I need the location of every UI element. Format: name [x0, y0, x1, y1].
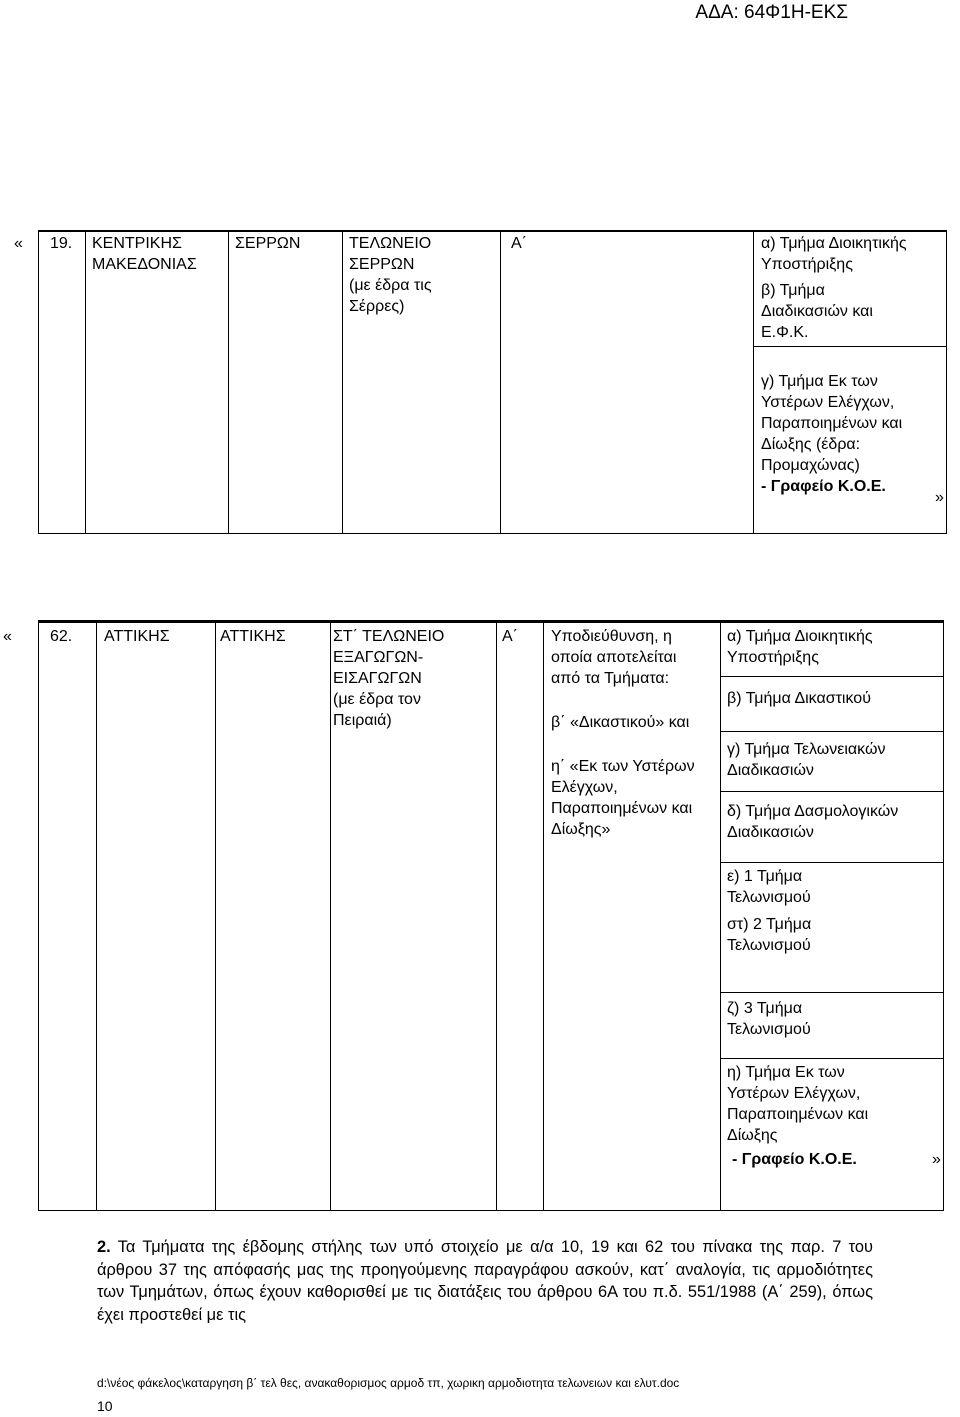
table1-dept-divider [753, 346, 946, 347]
row-number: 62. [50, 628, 73, 645]
dept-item: ζ) 3 Τμήμα Τελωνισμού [727, 1000, 811, 1038]
quote-close-mark: » [932, 1151, 941, 1168]
dept-item: η) Τμήμα Εκ των Υστέρων Ελέγχων, Παραποιημένων και Δίωξης [727, 1064, 869, 1144]
dept-item: γ) Τμήμα Τελωνειακών Διαδικασιών [727, 741, 886, 779]
table1-col-divider [228, 231, 229, 534]
table2-bottom-border [38, 1210, 944, 1211]
table1-right-border [946, 231, 947, 534]
subdirectorate-dept: η΄ «Εκ των Υστέρων Ελέγχων, Παραποιημένων και Δίωξης» [551, 758, 695, 838]
dept-office: - Γραφείο Κ.Ο.Ε. [761, 478, 886, 495]
dept-office: - Γραφείο Κ.Ο.Ε. [732, 1151, 857, 1168]
dept-item: β) Τμήμα Διαδικασιών και Ε.Φ.Κ. [761, 282, 873, 341]
region-name: ΑΤΤΙΚΗΣ [104, 628, 170, 645]
dept-item: β) Τμήμα Δικαστικού [727, 690, 871, 707]
subdirectorate-intro: Υποδιεύθυνση, η οποία αποτελείται από τα Τμήματα: [551, 628, 677, 687]
table1-left-border [38, 231, 39, 534]
table2-col-divider [330, 621, 331, 1211]
prefecture-name: ΣΕΡΡΩΝ [235, 235, 301, 252]
customs-office: ΣΤ΄ ΤΕΛΩΝΕΙΟ ΕΞΑΓΩΓΩΝ- ΕΙΣΑΓΩΓΩΝ (με έδρα τον Πειραιά) [333, 628, 445, 729]
file-path: d:\νέος φάκελος\καταργηση β΄ τελ θες, ανακαθορισμος αρμοδ τπ, χωρικη αρμοδιοτητα τελωνειων και ελυτ.doc [97, 1376, 680, 1390]
paragraph-2 [97, 1236, 873, 1326]
dept-item: γ) Τμήμα Εκ των Υστέρων Ελέγχων, Παραποιημένων και Δίωξης (έδρα: Προμαχώνας) [761, 373, 903, 474]
dept-item: α) Τμήμα Διοικητικής Υποστήριξης [761, 235, 907, 273]
table2-col-divider [215, 621, 216, 1211]
dept-item: ε) 1 Τμήμα Τελωνισμού [727, 868, 811, 906]
table2-col-divider [543, 621, 544, 1211]
table2-left-border [38, 621, 39, 1211]
dept-item: δ) Τμήμα Δασμολογικών Διαδικασιών [727, 803, 899, 841]
quote-open-mark: « [14, 235, 23, 252]
quote-open-mark: « [3, 628, 12, 645]
table2-top-border [38, 620, 944, 623]
office-class: Α΄ [502, 628, 518, 645]
paragraph-number: 2. [97, 1238, 111, 1256]
table2-col-divider [720, 621, 721, 1211]
prefecture-name: ΑΤΤΙΚΗΣ [220, 628, 286, 645]
table2-dept-divider [720, 1058, 943, 1059]
table2-col-divider [96, 621, 97, 1211]
table2-dept-divider [720, 731, 943, 732]
table1-bottom-border [38, 533, 947, 534]
page-number: 10 [97, 1398, 113, 1414]
row-number: 19. [50, 235, 73, 252]
table2-dept-divider [720, 791, 943, 792]
table2-dept-divider [720, 862, 943, 863]
ada-code: ΑΔΑ: 64Φ1Η-ΕΚΣ [695, 2, 848, 23]
subdirectorate-dept: β΄ «Δικαστικού» και [551, 714, 690, 731]
dept-item: στ) 2 Τμήμα Τελωνισμού [727, 916, 812, 954]
region-name: ΚΕΝΤΡΙΚΗΣ ΜΑΚΕΔΟΝΙΑΣ [92, 235, 197, 273]
table1-col-divider [85, 231, 86, 534]
table2-dept-divider [720, 992, 943, 993]
table1-col-divider [753, 231, 754, 534]
table2-col-divider [496, 621, 497, 1211]
table1-col-divider [342, 231, 343, 534]
customs-office: ΤΕΛΩΝΕΙΟ ΣΕΡΡΩΝ (με έδρα τις Σέρρες) [349, 235, 432, 315]
dept-item: α) Τμήμα Διοικητικής Υποστήριξης [727, 628, 873, 666]
table1-col-divider [500, 231, 501, 534]
paragraph-text: Τα Τμήματα της έβδομης στήλης των υπό στοιχείο με α/α 10, 19 και 62 του πίνακα της παρ. 7 του άρθρου 37 της απόφασής μας της προηγούμενης παραγράφου ασκούν, κατ΄ αναλογία, τις αρμοδιότητες των Τμημάτων, όπως έχουν καθορισθεί με τις διατάξεις του άρθρου 6Α του π.δ. 551/1988 (Α΄ 259), όπως έχει προστεθεί με τις [97, 1238, 873, 1324]
quote-close-mark: » [935, 489, 944, 506]
table2-right-border [943, 621, 944, 1211]
table1-top-border [38, 230, 947, 232]
office-class: Α΄ [511, 235, 527, 252]
table2-dept-divider [720, 676, 943, 677]
